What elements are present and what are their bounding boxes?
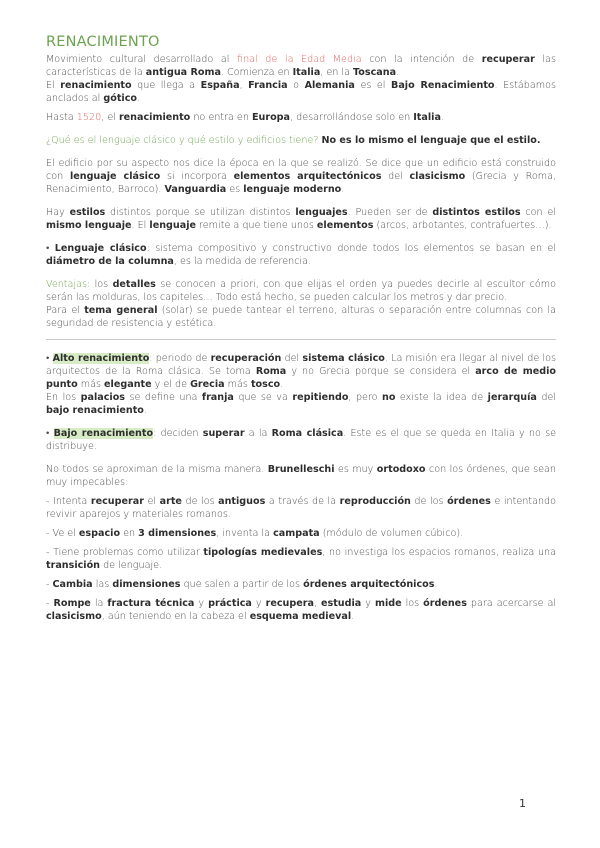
text-run: mide: [374, 598, 402, 609]
text-run: Vanguardia: [164, 184, 227, 195]
text-run: transición: [46, 560, 101, 571]
text-run: .: [351, 611, 355, 622]
text-run: .: [341, 184, 345, 195]
text-run: renacimiento: [118, 112, 191, 123]
text-run: más: [77, 379, 105, 390]
text-run: se conocen a priori, con que elijas el orden ya puedes decirle al escultor cómo serán las molduras, los capiteles… Todo está hecho, se pueden calcular los metros y dar precio.: [46, 279, 556, 303]
text-run: . El: [131, 220, 150, 231]
text-run: Hay: [46, 207, 70, 218]
text-run: Italia: [413, 112, 441, 123]
text-run: dimensiones: [112, 579, 181, 590]
text-run: Grecia: [190, 379, 225, 390]
text-run: Europa: [251, 112, 291, 123]
text-run: , en la: [320, 67, 354, 78]
text-run: : deciden: [153, 428, 203, 439]
text-run: reproducción: [339, 496, 411, 507]
text-run: .: [396, 67, 400, 78]
text-run: que salen a partir de los: [180, 579, 304, 590]
paragraph-p16: [46, 546, 556, 572]
text-run: (solar) se puede tantear el terreno, alturas o separación entre columnas con la seguridad de resistencia y estética.: [46, 305, 556, 329]
paragraph-p12: [46, 427, 556, 453]
text-run: final de la Edad Media: [237, 54, 362, 65]
text-run: del: [281, 353, 303, 364]
text-run: - Ve el: [46, 528, 79, 539]
text-run: distintos porque se utilizan distintos: [105, 207, 296, 218]
text-run: remite a que tiene unos: [196, 220, 317, 231]
text-run: elementos arquitectónicos: [233, 171, 382, 182]
paragraph-p9: [46, 304, 556, 330]
text-run: es: [226, 184, 244, 195]
paragraph-p11: [46, 391, 556, 417]
text-run: del: [381, 171, 410, 182]
text-run: que llega a: [131, 80, 201, 91]
text-run: . La misión era llegar al nivel de los arquitectos de la Roma clásica. Se toma: [46, 353, 557, 377]
text-run: renacimiento: [60, 80, 132, 91]
text-run: ,: [239, 80, 249, 91]
paragraph-p14: [46, 495, 556, 521]
text-run: •: [46, 353, 53, 364]
text-run: -: [46, 579, 53, 590]
text-run: clasicismo: [409, 171, 466, 182]
section-divider: [46, 339, 556, 340]
text-run: Lenguaje clásico: [54, 243, 147, 254]
paragraph-p1: [46, 53, 556, 79]
text-run: El edificio por su aspecto nos dice la época en la que se realizó. Se dice que un edificio está construido con: [46, 158, 556, 182]
text-run: y no Grecia porque se considera el: [286, 366, 476, 377]
text-run: estilos: [69, 207, 106, 218]
text-run: superar: [202, 428, 245, 439]
text-run: no: [382, 392, 396, 403]
text-run: para acercarse al: [466, 598, 557, 609]
text-run: a la: [244, 428, 272, 439]
text-run: , es la medida de referencia.: [173, 256, 312, 267]
text-run: el: [143, 496, 160, 507]
text-run: .: [280, 379, 284, 390]
paragraph-p15: [46, 527, 556, 540]
document-body: [46, 53, 556, 623]
paragraph-p4: [46, 134, 556, 147]
text-run: no entra en: [190, 112, 252, 123]
text-run: , el: [101, 112, 119, 123]
text-run: No es lo mismo el lenguaje que el estilo.: [321, 135, 541, 146]
page-title: RENACIMIENTO: [46, 34, 160, 50]
text-run: lenguaje clásico: [69, 171, 161, 182]
text-run: y: [251, 598, 266, 609]
text-run: las características de la: [46, 54, 557, 78]
text-run: : los: [86, 279, 113, 290]
paragraph-p7: [46, 242, 556, 268]
text-run: recupera: [265, 598, 314, 609]
text-run: con la intención de: [361, 54, 482, 65]
text-run: las: [92, 579, 113, 590]
text-run: .: [434, 579, 438, 590]
text-run: Rompe: [53, 598, 91, 609]
text-run: fractura técnica: [107, 598, 195, 609]
text-run: Bajo renacimiento: [53, 428, 154, 439]
text-run: : sistema compositivo y constructivo donde todos los elementos se basan en el: [146, 243, 556, 254]
text-run: antiguos: [218, 496, 266, 507]
document-page: [46, 34, 556, 623]
text-run: jerarquía: [487, 392, 537, 403]
paragraph-p13: [46, 463, 556, 489]
paragraph-p3: [46, 111, 556, 124]
text-run: tipologías medievales: [203, 547, 323, 558]
text-run: clasicismo: [46, 611, 102, 622]
text-run: .: [137, 93, 141, 104]
text-run: , desarrollándose solo en: [290, 112, 414, 123]
text-run: (módulo de volumen cúbico).: [319, 528, 464, 539]
text-run: 3 dimensiones: [138, 528, 217, 539]
text-run: Alto renacimiento: [52, 353, 150, 364]
text-run: lenguajes: [295, 207, 348, 218]
text-run: , aún teniendo en la cabeza el: [101, 611, 250, 622]
text-run: con los órdenes, que sean muy impecables:: [46, 464, 556, 488]
text-run: .: [440, 112, 444, 123]
text-run: del: [536, 392, 556, 403]
text-run: estudia: [321, 598, 362, 609]
text-run: distintos estilos: [432, 207, 521, 218]
text-run: . Este es el que se queda en Italia y no se distribuye.: [46, 428, 556, 452]
text-run: tema general: [84, 305, 158, 316]
text-run: Roma clásica: [271, 428, 344, 439]
text-run: •: [46, 428, 54, 439]
text-run: en: [120, 528, 139, 539]
text-run: Cambia: [52, 579, 93, 590]
text-run: órdenes: [447, 496, 491, 507]
text-run: los: [401, 598, 424, 609]
text-run: elegante: [104, 379, 152, 390]
text-run: Para el: [46, 305, 85, 316]
text-run: . Pueden ser de: [347, 207, 433, 218]
text-run: - Intenta: [46, 496, 91, 507]
text-run: , inventa la: [216, 528, 274, 539]
text-run: franja: [201, 392, 234, 403]
text-run: y: [361, 598, 375, 609]
text-run: y: [194, 598, 209, 609]
text-run: recuperar: [90, 496, 144, 507]
paragraph-p17: [46, 578, 556, 591]
text-run: repitiendo: [292, 392, 349, 403]
text-run: Brunelleschi: [267, 464, 335, 475]
text-run: El: [46, 80, 61, 91]
text-run: espacio: [78, 528, 121, 539]
text-run: . Estábamos anclados al: [46, 80, 556, 104]
text-run: si incorpora: [160, 171, 234, 182]
text-run: e intentando revivir aparejos y materiales romanos.: [46, 496, 556, 520]
text-run: mismo lenguaje: [46, 220, 132, 231]
text-run: diámetro de la columna: [46, 256, 174, 267]
text-run: , no investiga los espacios romanos, realiza una: [322, 547, 556, 558]
text-run: Ventajas: [46, 279, 87, 290]
text-run: Hasta: [46, 112, 77, 123]
text-run: y el de: [151, 379, 191, 390]
text-run: , pero: [348, 392, 383, 403]
text-run: que se va: [233, 392, 293, 403]
text-run: detalles: [112, 279, 156, 290]
paragraph-p18: [46, 597, 556, 623]
text-run: ,: [313, 598, 321, 609]
text-run: o: [287, 80, 305, 91]
text-run: 1520: [76, 112, 102, 123]
text-run: En los: [46, 392, 81, 403]
text-run: órdenes arquitectónicos: [303, 579, 435, 590]
text-run: órdenes: [423, 598, 467, 609]
paragraph-p5: [46, 157, 556, 196]
text-run: de los: [410, 496, 448, 507]
text-run: de los: [181, 496, 219, 507]
text-run: lenguaje moderno: [243, 184, 342, 195]
text-run: - Tiene problemas como utilizar: [46, 547, 204, 558]
text-run: es el: [354, 80, 392, 91]
text-run: antigua Roma: [145, 67, 221, 78]
text-run: •: [46, 243, 55, 254]
text-run: campata: [273, 528, 320, 539]
paragraph-p2: [46, 79, 556, 105]
text-run: con el: [520, 207, 556, 218]
text-run: recuperación: [210, 353, 282, 364]
text-run: se define una: [125, 392, 202, 403]
text-run: práctica: [208, 598, 252, 609]
text-run: arco de medio punto: [46, 366, 556, 390]
text-run: .: [143, 405, 147, 416]
text-run: No todos se aproximan de la misma manera.: [46, 464, 268, 475]
text-run: -: [46, 598, 54, 609]
text-run: Movimiento cultural desarrollado al: [46, 54, 238, 65]
text-run: (Grecia y Roma, Renacimiento, Barroco).: [46, 171, 557, 195]
text-run: más: [224, 379, 251, 390]
text-run: Italia: [292, 67, 321, 78]
text-run: bajo renacimiento: [46, 405, 144, 416]
text-run: es muy: [334, 464, 377, 475]
text-run: sistema clásico: [302, 353, 385, 364]
text-run: (arcos, arbotantes, contrafuertes…).: [373, 220, 552, 231]
text-run: a través de la: [265, 496, 340, 507]
text-run: arte: [159, 496, 182, 507]
text-run: Toscana: [353, 67, 397, 78]
paragraph-p6: [46, 206, 556, 232]
text-run: recuperar: [481, 54, 535, 65]
text-run: elementos: [316, 220, 374, 231]
paragraph-p10: [46, 352, 556, 391]
text-run: existe la idea de: [395, 392, 488, 403]
text-run: lenguaje: [149, 220, 196, 231]
text-run: ¿Qué es el lenguaje clásico y qué estilo y edificios tiene?: [46, 135, 319, 146]
text-run: esquema medieval: [249, 611, 352, 622]
text-run: palacios: [80, 392, 126, 403]
text-run: Francia: [248, 80, 288, 91]
page-number: 1: [519, 797, 526, 810]
text-run: tosco: [250, 379, 281, 390]
text-run: España: [200, 80, 240, 91]
text-run: Bajo Renacimiento: [391, 80, 495, 91]
text-run: Alemania: [304, 80, 355, 91]
text-run: de lenguaje.: [100, 560, 163, 571]
text-run: . Comienza en: [220, 67, 293, 78]
text-run: la: [90, 598, 108, 609]
text-run: : periodo de: [149, 353, 211, 364]
text-run: Roma: [255, 366, 287, 377]
paragraph-p8: [46, 278, 556, 304]
text-run: ortodoxo: [376, 464, 426, 475]
text-run: gótico: [103, 93, 138, 104]
